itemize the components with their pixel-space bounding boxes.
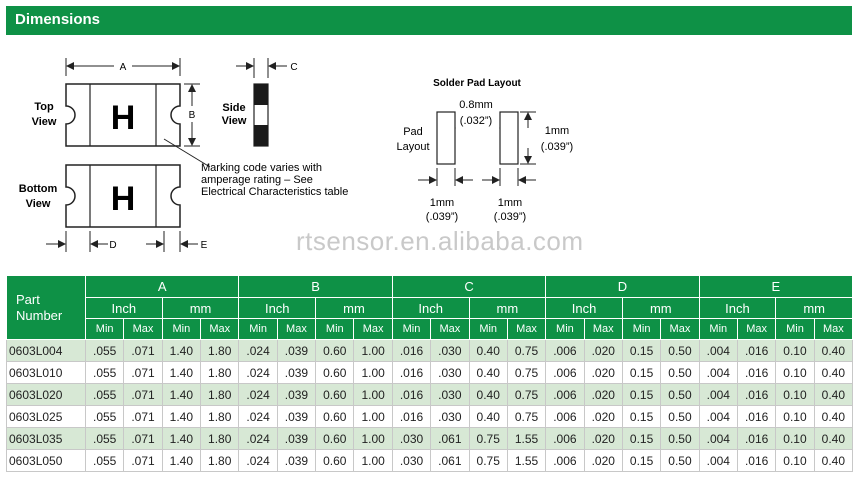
table-row (7, 340, 853, 362)
value-cell: .061 (431, 450, 469, 472)
top-view-label-1: Top (34, 101, 54, 113)
value-cell: .039 (277, 450, 315, 472)
value-cell: .024 (239, 428, 277, 450)
part-number-cell: 0603L004 (7, 340, 86, 362)
part-header-line-2: Number (16, 307, 63, 323)
value-cell: 0.40 (814, 428, 852, 450)
value-cell: 0.50 (661, 340, 699, 362)
minmax-header-min: Min (162, 319, 200, 340)
value-cell: 1.40 (162, 450, 200, 472)
width-right-dim-2: (.039”) (493, 211, 527, 223)
pad-layout-label-2: Layout (396, 141, 430, 153)
value-cell: .071 (124, 340, 162, 362)
width-left-dim-1: 1mm (429, 197, 455, 209)
value-cell: 0.60 (316, 406, 354, 428)
pad-layout-label-1: Pad (403, 126, 423, 138)
value-cell: .006 (546, 362, 584, 384)
value-cell: 0.60 (316, 428, 354, 450)
part-number-cell: 0603L035 (7, 428, 86, 450)
value-cell: .071 (124, 406, 162, 428)
value-cell: .030 (392, 428, 430, 450)
value-cell: .006 (546, 406, 584, 428)
minmax-header-min: Min (776, 319, 814, 340)
value-cell: 0.15 (622, 384, 660, 406)
part-number-cell: 0603L020 (7, 384, 86, 406)
value-cell: 0.75 (507, 406, 545, 428)
minmax-header-max: Max (354, 319, 392, 340)
value-cell: .055 (86, 406, 124, 428)
top-view-label-2: View (31, 116, 57, 128)
value-cell: 0.40 (814, 406, 852, 428)
solder-pad-left (437, 112, 455, 164)
dim-b-label: B (188, 110, 196, 121)
value-cell: .016 (737, 384, 775, 406)
value-cell: 0.60 (316, 450, 354, 472)
value-cell: 0.50 (661, 406, 699, 428)
value-cell: 0.10 (776, 450, 814, 472)
value-cell: .030 (431, 406, 469, 428)
value-cell: 0.40 (469, 406, 507, 428)
value-cell: .006 (546, 428, 584, 450)
value-cell: .004 (699, 406, 737, 428)
dim-c-label: C (290, 62, 298, 73)
group-header-b: B (239, 276, 392, 298)
value-cell: .004 (699, 362, 737, 384)
table-body (7, 340, 853, 472)
marking-letter-top: H (110, 99, 136, 137)
bottom-view-chip (66, 165, 180, 227)
minmax-header-min: Min (469, 319, 507, 340)
value-cell: .016 (392, 340, 430, 362)
part-number-cell: 0603L050 (7, 450, 86, 472)
value-cell: .030 (392, 450, 430, 472)
top-view-chip (66, 84, 180, 146)
value-cell: 1.40 (162, 362, 200, 384)
value-cell: 0.10 (776, 406, 814, 428)
solder-pad-title: Solder Pad Layout (433, 78, 521, 89)
value-cell: 1.40 (162, 406, 200, 428)
value-cell: .020 (584, 450, 622, 472)
bottom-view-label-1: Bottom (18, 183, 58, 195)
dim-a-label: A (119, 62, 127, 73)
solder-pad-right (500, 112, 518, 164)
value-cell: .004 (699, 428, 737, 450)
value-cell: 1.80 (201, 450, 239, 472)
value-cell: .004 (699, 384, 737, 406)
value-cell: .024 (239, 384, 277, 406)
part-number-header (7, 276, 86, 340)
value-cell: 0.15 (622, 340, 660, 362)
value-cell: 0.15 (622, 428, 660, 450)
value-cell: .039 (277, 406, 315, 428)
unit-header-mm: mm (776, 298, 853, 319)
value-cell: .024 (239, 362, 277, 384)
marking-note-2: amperage rating – See (201, 174, 313, 186)
value-cell: 1.00 (354, 362, 392, 384)
value-cell: 0.40 (814, 450, 852, 472)
height-dimension (520, 112, 536, 164)
minmax-header-max: Max (431, 319, 469, 340)
value-cell: 0.10 (776, 362, 814, 384)
value-cell: .020 (584, 428, 622, 450)
value-cell: .061 (431, 428, 469, 450)
group-header-c: C (392, 276, 545, 298)
value-cell: .006 (546, 384, 584, 406)
value-cell: 0.75 (469, 428, 507, 450)
unit-header-mm: mm (469, 298, 546, 319)
value-cell: 0.40 (814, 362, 852, 384)
minmax-header-min: Min (622, 319, 660, 340)
value-cell: .020 (584, 406, 622, 428)
marking-note-3: Electrical Characteristics table (201, 186, 349, 198)
dim-d-label: D (109, 240, 117, 251)
value-cell: .039 (277, 340, 315, 362)
unit-header-mm: mm (622, 298, 699, 319)
section-header (6, 6, 852, 35)
minmax-header-max: Max (661, 319, 699, 340)
value-cell: 1.55 (507, 450, 545, 472)
unit-header-inch: Inch (699, 298, 776, 319)
watermark-text: rtsensor.en.alibaba.com (296, 226, 584, 256)
value-cell: 0.75 (507, 362, 545, 384)
value-cell: .016 (392, 362, 430, 384)
value-cell: 0.50 (661, 384, 699, 406)
value-cell: 0.60 (316, 340, 354, 362)
table-row (7, 384, 853, 406)
value-cell: 0.10 (776, 428, 814, 450)
side-view-label-2: View (221, 115, 247, 127)
dimension-d (46, 231, 117, 252)
value-cell: .024 (239, 340, 277, 362)
value-cell: 0.60 (316, 362, 354, 384)
group-header-a: A (86, 276, 239, 298)
value-cell: 1.00 (354, 428, 392, 450)
value-cell: 1.00 (354, 340, 392, 362)
value-cell: 0.15 (622, 406, 660, 428)
value-cell: 1.00 (354, 450, 392, 472)
value-cell: .024 (239, 406, 277, 428)
side-view-label-1: Side (222, 102, 246, 114)
value-cell: 1.40 (162, 384, 200, 406)
value-cell: 0.10 (776, 384, 814, 406)
value-cell: 0.40 (469, 362, 507, 384)
value-cell: .016 (392, 406, 430, 428)
marking-note-1: Marking code varies with (201, 162, 323, 174)
unit-header-inch: Inch (239, 298, 316, 319)
minmax-header-max: Max (201, 319, 239, 340)
unit-header-inch: Inch (392, 298, 469, 319)
minmax-header-max: Max (814, 319, 852, 340)
value-cell: .055 (86, 384, 124, 406)
value-cell: .004 (699, 450, 737, 472)
unit-header-mm: mm (162, 298, 239, 319)
value-cell: .024 (239, 450, 277, 472)
minmax-header-min: Min (316, 319, 354, 340)
bottom-view-label-2: View (25, 198, 51, 210)
minmax-header-max: Max (584, 319, 622, 340)
value-cell: .020 (584, 384, 622, 406)
value-cell: .055 (86, 450, 124, 472)
value-cell: 1.80 (201, 406, 239, 428)
unit-header-mm: mm (316, 298, 393, 319)
minmax-header-min: Min (546, 319, 584, 340)
marking-letter-bottom: H (110, 180, 136, 218)
value-cell: .071 (124, 362, 162, 384)
minmax-header-min: Min (392, 319, 430, 340)
value-cell: 1.00 (354, 406, 392, 428)
value-cell: 0.15 (622, 450, 660, 472)
dimension-e (146, 231, 208, 252)
value-cell: 0.15 (622, 362, 660, 384)
value-cell: .039 (277, 428, 315, 450)
value-cell: .039 (277, 362, 315, 384)
value-cell: .055 (86, 340, 124, 362)
value-cell: 0.75 (507, 384, 545, 406)
dimension-c (236, 58, 298, 78)
value-cell: 1.40 (162, 428, 200, 450)
value-cell: .016 (737, 362, 775, 384)
value-cell: .016 (392, 384, 430, 406)
value-cell: 0.50 (661, 362, 699, 384)
value-cell: 0.50 (661, 428, 699, 450)
minmax-header-max: Max (124, 319, 162, 340)
value-cell: .055 (86, 428, 124, 450)
value-cell: 0.40 (814, 340, 852, 362)
value-cell: 1.80 (201, 362, 239, 384)
table-row (7, 362, 853, 384)
dimension-a (66, 58, 180, 76)
value-cell: .071 (124, 450, 162, 472)
value-cell: .071 (124, 384, 162, 406)
table-row (7, 406, 853, 428)
value-cell: .030 (431, 362, 469, 384)
width-dimension-right (482, 168, 536, 186)
minmax-header-max: Max (277, 319, 315, 340)
value-cell: 1.55 (507, 428, 545, 450)
group-header-e: E (699, 276, 852, 298)
value-cell: 0.40 (814, 384, 852, 406)
value-cell: .020 (584, 340, 622, 362)
value-cell: .016 (737, 406, 775, 428)
group-header-d: D (546, 276, 699, 298)
value-cell: 0.75 (507, 340, 545, 362)
width-left-dim-2: (.039”) (425, 211, 459, 223)
value-cell: 0.10 (776, 340, 814, 362)
value-cell: 0.75 (469, 450, 507, 472)
value-cell: .006 (546, 340, 584, 362)
value-cell: 1.40 (162, 340, 200, 362)
part-header-line-1: Part (16, 291, 40, 307)
minmax-header-min: Min (699, 319, 737, 340)
table-row (7, 428, 853, 450)
gap-dim-2: (.032”) (459, 115, 493, 127)
table-header-row-units (7, 298, 853, 319)
value-cell: 0.40 (469, 384, 507, 406)
section-title: Dimensions (15, 11, 101, 28)
dim-e-label: E (200, 240, 208, 251)
height-dim-2: (.039”) (540, 141, 574, 153)
dimension-b (184, 84, 200, 146)
minmax-header-max: Max (737, 319, 775, 340)
value-cell: 1.80 (201, 384, 239, 406)
value-cell: .006 (546, 450, 584, 472)
value-cell: 0.60 (316, 384, 354, 406)
value-cell: .020 (584, 362, 622, 384)
unit-header-inch: Inch (86, 298, 163, 319)
table-header-row-groups (7, 276, 853, 298)
width-right-dim-1: 1mm (497, 197, 523, 209)
table-header-row-minmax (7, 319, 853, 340)
value-cell: .016 (737, 428, 775, 450)
value-cell: 0.40 (469, 340, 507, 362)
minmax-header-min: Min (239, 319, 277, 340)
minmax-header-max: Max (507, 319, 545, 340)
width-dimension-left (418, 168, 473, 186)
value-cell: .055 (86, 362, 124, 384)
gap-dim-1: 0.8mm (459, 99, 493, 111)
height-dim-1: 1mm (544, 125, 570, 137)
value-cell: 1.80 (201, 428, 239, 450)
side-view-chip (254, 84, 268, 146)
table-row (7, 450, 853, 472)
part-number-cell: 0603L010 (7, 362, 86, 384)
unit-header-inch: Inch (546, 298, 623, 319)
value-cell: .016 (737, 450, 775, 472)
minmax-header-min: Min (86, 319, 124, 340)
value-cell: 0.50 (661, 450, 699, 472)
value-cell: .071 (124, 428, 162, 450)
value-cell: .039 (277, 384, 315, 406)
value-cell: .030 (431, 384, 469, 406)
part-number-cell: 0603L025 (7, 406, 86, 428)
value-cell: 1.80 (201, 340, 239, 362)
value-cell: 1.00 (354, 384, 392, 406)
value-cell: .016 (737, 340, 775, 362)
value-cell: .004 (699, 340, 737, 362)
value-cell: .030 (431, 340, 469, 362)
dimensions-table (6, 275, 853, 472)
